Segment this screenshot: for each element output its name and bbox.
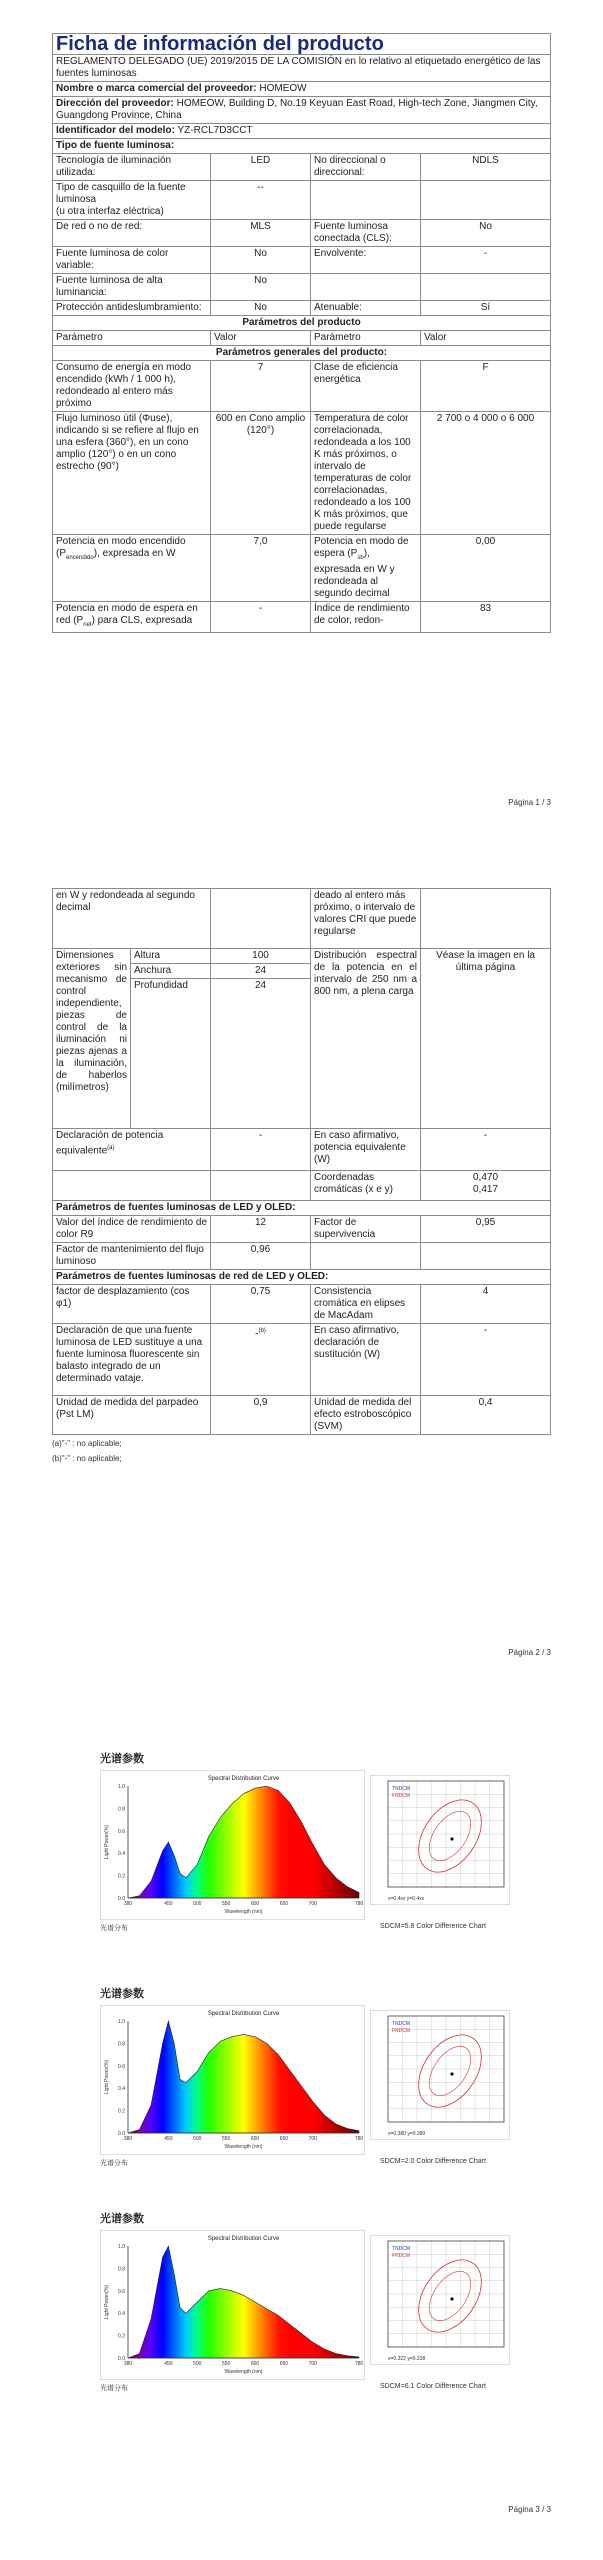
spectrum-heading: 光谱参数: [100, 1752, 144, 1765]
y-tick-label: 0.6: [118, 2063, 125, 2070]
fluor-replace-l2: En caso afirmativo, declaración de sustitución (W): [311, 1324, 421, 1396]
y-tick-label: 0.8: [118, 2266, 125, 2273]
y-tick-label: 0.4: [118, 2311, 125, 2318]
source-type-v1: No: [211, 247, 311, 274]
equiv-power-label: Declaración de potencia equivalente$^{(a)}$: [53, 1129, 211, 1171]
spectrum-heading: 光谱参数: [100, 2212, 144, 2225]
chart-title: Spectral Distribution Curve: [207, 2236, 280, 2242]
source-type-l1: Protección antideslumbramiento:: [53, 301, 211, 316]
source-type-l2: Atenuable:: [311, 301, 421, 316]
regulation-text: REGLAMENTO DELEGADO (UE) 2019/2015 DE LA COMISIÓN en lo relativo al etiquetado energético de las fuentes luminosas: [53, 55, 551, 82]
dim-height-value: 100: [211, 949, 311, 964]
dim-height-label: Altura: [131, 949, 211, 964]
coord-text: x=0.322 y=0.338: [388, 2356, 426, 2362]
cri-value: 83: [421, 602, 551, 633]
color-diff-footer: SDCM=5.8 Color Difference Chart: [380, 1923, 486, 1930]
chart-title: Spectral Distribution Curve: [207, 2011, 280, 2017]
cct-value: 2 700 o 4 000 o 6 000: [421, 412, 551, 535]
measured-point: [450, 2072, 453, 2075]
source-type-v2: NDLS: [421, 154, 551, 181]
measured-point: [450, 1837, 453, 1840]
y-tick-label: 0.2: [118, 2108, 125, 2115]
supplier-row: [53, 82, 551, 97]
measured-point: [450, 2297, 453, 2300]
coord-text: x=0.380 y=0.380: [388, 2131, 426, 2137]
col-value-2: Valor: [421, 331, 551, 346]
color-difference-chart: [370, 2235, 510, 2365]
x-tick-label: 780: [354, 2136, 364, 2142]
model-value: YZ-RCL7D3CCT: [177, 125, 253, 136]
spectral-chart: [100, 2230, 365, 2380]
source-type-v1: LED: [211, 154, 311, 181]
equiv-power-v2: -: [421, 1129, 551, 1171]
fluor-replace-v2: -: [421, 1324, 551, 1396]
source-type-v2: -: [421, 247, 551, 274]
source-type-l1: De red o no de red:: [53, 220, 211, 247]
x-tick-label: 550: [222, 2361, 231, 2367]
page-2: [0, 880, 603, 1680]
source-type-l1: Fuente luminosa de alta luminancia:: [53, 274, 211, 301]
x-axis-label: Wavelength (nm): [224, 1909, 263, 1915]
equiv-power-value: -: [211, 1129, 311, 1171]
x-tick-label: 650: [279, 1901, 289, 1907]
x-tick-label: 650: [279, 2361, 289, 2367]
source-type-v2: Sí: [421, 301, 551, 316]
y-tick-label: 1.0: [118, 2244, 125, 2250]
y-tick-label: 1.0: [118, 1784, 125, 1790]
x-tick-label: 450: [164, 2136, 173, 2142]
displacement-label: factor de desplazamiento (cos φ1): [53, 1285, 211, 1324]
source-type-l2: [311, 181, 421, 220]
color-difference-chart: [370, 2010, 510, 2140]
model-row: [53, 124, 551, 139]
empty-cell: [53, 1171, 211, 1201]
y-tick-label: 0.6: [118, 1828, 125, 1835]
standby-power-value: 0,00: [421, 535, 551, 602]
chroma-value: 0,470 0,417: [421, 1171, 551, 1201]
pst-label: Unidad de medida del parpadeo (Pst LM): [53, 1396, 211, 1435]
col-param-2: Parámetro: [311, 331, 421, 346]
pst-value: 0,9: [211, 1396, 311, 1435]
source-type-l2: Fuente luminosa conectada (CLS):: [311, 220, 421, 247]
displacement-value: 0,75: [211, 1285, 311, 1324]
product-info-table-p1: [52, 33, 551, 633]
y-tick-label: 0.4: [118, 1851, 125, 1858]
dim-width-value: 24: [211, 964, 311, 979]
cri-label-cont: deado al entero más próximo, o intervalo de valores CRI que puede regularse: [311, 889, 421, 949]
mains-header: Parámetros de fuentes luminosas de red de LED y OLED:: [53, 1270, 551, 1285]
page-number-3: Página 3 / 3: [508, 2505, 551, 2514]
footnote-a: (a)"-" : no aplicable;: [52, 1439, 122, 1448]
source-type-v2: [421, 181, 551, 220]
supplier-value: HOMEOW: [259, 83, 307, 94]
energy-consumption-label: Consumo de energía en modo encendido (kWh / 1 000 h), redondeado al entero más próximo: [53, 361, 211, 412]
page-title: Ficha de información del producto: [53, 34, 551, 55]
y-tick-label: 0.6: [118, 2288, 125, 2295]
source-type-v1: No: [211, 274, 311, 301]
y-tick-label: 0.0: [118, 2356, 125, 2362]
x-tick-label: 780: [354, 1901, 364, 1907]
x-tick-label: 600: [250, 1901, 260, 1907]
lumen-maint-value: 0,96: [211, 1243, 311, 1270]
page-number-2: Página 2 / 3: [508, 1648, 551, 1657]
on-mode-power-label: Potencia en modo encendido $(P_{encendido})$, expresada en W: [53, 535, 211, 602]
empty-cell: [421, 889, 551, 949]
x-axis-label: Wavelength (nm): [224, 2369, 263, 2375]
source-type-l2: No direccional o direccional:: [311, 154, 421, 181]
x-tick-label: 550: [222, 2136, 231, 2142]
source-type-row: [53, 274, 551, 301]
source-type-l1: Tipo de casquillo de la fuente luminosa (u otra interfaz eléctrica): [53, 181, 211, 220]
x-tick-label: 700: [308, 1901, 317, 1907]
x-tick-label: 450: [164, 2361, 173, 2367]
dim-depth-value: 24: [211, 979, 311, 1129]
network-standby-label: Potencia en modo de espera en red $(P_{net})$ para CLS, expresada: [53, 602, 211, 633]
cri-label: Índice de rendimiento de color, redon-: [311, 602, 421, 633]
y-tick-label: 0.0: [118, 2131, 125, 2137]
page-3: [0, 1720, 603, 2560]
source-type-l1: Fuente luminosa de color variable:: [53, 247, 211, 274]
x-tick-label: 550: [222, 1901, 231, 1907]
x-tick-label: 380: [123, 2361, 133, 2367]
y-tick-label: 0.2: [118, 1873, 125, 1880]
general-params-header: Parámetros generales del producto:: [53, 346, 551, 361]
macadam-value: 4: [421, 1285, 551, 1324]
energy-class-label: Clase de eficiencia energética: [311, 361, 421, 412]
page-1: [0, 0, 603, 820]
page-number-1: Página 1 / 3: [508, 798, 551, 807]
spectral-chart: [100, 1770, 365, 1920]
x-tick-label: 700: [308, 2361, 317, 2367]
color-diff-footer: SDCM=6.1 Color Difference Chart: [380, 2383, 486, 2390]
source-type-row: [53, 247, 551, 274]
spectral-chart: [100, 2005, 365, 2155]
spectrum-footer-left: 光谱分布: [100, 2159, 128, 2167]
dimensions-label: Dimensiones exteriores sin mecanismo de control independiente, piezas de control de la iluminación ni piezas ajenas a la iluminación, de haberlos (milímetros): [53, 949, 131, 1129]
y-tick-label: 0.2: [118, 2333, 125, 2340]
col-param-1: Parámetro: [53, 331, 211, 346]
svm-label: Unidad de medida del efecto estroboscópico (SVM): [311, 1396, 421, 1435]
y-axis-label: Light Power(%): [104, 2284, 110, 2320]
model-label: Identificador del modelo:: [56, 125, 175, 136]
equiv-power-l2: En caso afirmativo, potencia equivalente (W): [311, 1129, 421, 1171]
source-type-row: [53, 154, 551, 181]
source-type-v2: [421, 274, 551, 301]
x-tick-label: 700: [308, 2136, 317, 2142]
r9-value: 12: [211, 1216, 311, 1243]
empty-cell: [211, 1171, 311, 1201]
source-type-header: Tipo de fuente luminosa:: [53, 139, 551, 154]
survival-label: Factor de supervivencia: [311, 1216, 421, 1243]
cct-label: Temperatura de color correlacionada, redondeada a los 100 K más próximos, o intervalo de temperaturas de color correlacionadas, redondeado a los 100 K más próximos, que puede regularse: [311, 412, 421, 535]
y-axis-label: Light Power(%): [104, 2059, 110, 2095]
legend-label-2: FNDCM: [392, 1793, 411, 1799]
survival-value: 0,95: [421, 1216, 551, 1243]
dim-width-label: Anchura: [131, 964, 211, 979]
fluor-replace-label: Declaración de que una fuente luminosa de LED sustituye a una fuente luminosa fluorescente sin balasto integrado de un determinado vataje.: [53, 1324, 211, 1396]
x-axis-label: Wavelength (nm): [224, 2144, 263, 2150]
fluor-replace-value: -$^{(b)}$: [211, 1324, 311, 1396]
source-type-l2: [311, 274, 421, 301]
source-type-l1: Tecnología de iluminación utilizada:: [53, 154, 211, 181]
spectrum-footer-left: 光谱分布: [100, 1924, 128, 1932]
x-tick-label: 380: [123, 1901, 133, 1907]
empty-cell: [311, 1243, 421, 1270]
source-type-v1: --: [211, 181, 311, 220]
network-standby-value: -: [211, 602, 311, 633]
spectrum-heading: 光谱参数: [100, 1987, 144, 2000]
legend-label-1: TNDCM: [392, 1786, 411, 1792]
on-mode-power-value: 7,0: [211, 535, 311, 602]
luminous-flux-value: 600 en Cono amplio (120°): [211, 412, 311, 535]
source-type-v1: No: [211, 301, 311, 316]
y-axis-label: Light Power(%): [104, 1824, 110, 1860]
legend-label-2: FNDCM: [392, 2253, 411, 2259]
color-diff-footer: SDCM=2.0 Color Difference Chart: [380, 2158, 486, 2165]
empty-cell: [421, 1243, 551, 1270]
source-type-row: [53, 301, 551, 316]
source-type-l2: Envolvente:: [311, 247, 421, 274]
x-tick-label: 500: [193, 2361, 202, 2367]
x-tick-label: 380: [123, 2136, 133, 2142]
supplier-label: Nombre o marca comercial del proveedor:: [56, 83, 257, 94]
energy-class-value: F: [421, 361, 551, 412]
network-standby-cont: en W y redondeada al segundo decimal: [53, 889, 211, 949]
x-tick-label: 500: [193, 1901, 202, 1907]
standby-power-label: Potencia en modo de espera $(P_{sb})$, expresada en W y redondeada al segundo decimal: [311, 535, 421, 602]
col-value-1: Valor: [211, 331, 311, 346]
product-info-table-p2: [52, 888, 551, 1435]
chart-title: Spectral Distribution Curve: [207, 1776, 280, 1782]
empty-cell: [211, 889, 311, 949]
dim-depth-label: Profundidad: [131, 979, 211, 1129]
y-tick-label: 0.8: [118, 1806, 125, 1813]
luminous-flux-label: Flujo luminoso útil (Φuse), indicando si se refiere al flujo en una esfera (360°), en un cono amplio (120°) o en un cono estrecho (90°): [53, 412, 211, 535]
legend-label-1: TNDCM: [392, 2246, 411, 2252]
chroma-label: Coordenadas cromáticas (x e y): [311, 1171, 421, 1201]
legend-label-2: FNDCM: [392, 2028, 411, 2034]
y-tick-label: 1.0: [118, 2019, 125, 2025]
y-tick-label: 0.0: [118, 1896, 125, 1902]
address-label: Dirección del proveedor:: [56, 98, 174, 109]
footnote-b: (b)"-" : no aplicable;: [52, 1454, 122, 1463]
address-row: [53, 97, 551, 124]
source-type-v1: MLS: [211, 220, 311, 247]
color-difference-chart: [370, 1775, 510, 1905]
legend-label-1: TNDCM: [392, 2021, 411, 2027]
x-tick-label: 600: [250, 2136, 260, 2142]
led-oled-header: Parámetros de fuentes luminosas de LED y OLED:: [53, 1201, 551, 1216]
address-value: HOMEOW, Building D, No.19 Keyuan East Road, High-tech Zone, Jiangmen City, Guangdong Province, China: [56, 98, 538, 121]
y-tick-label: 0.8: [118, 2041, 125, 2048]
spd-value: Véase la imagen en la última página: [421, 949, 551, 1129]
source-type-v2: No: [421, 220, 551, 247]
coord-text: x=0.4xx y=0.4xx: [388, 1896, 425, 1902]
x-tick-label: 500: [193, 2136, 202, 2142]
spectrum-footer-left: 光谱分布: [100, 2384, 128, 2392]
lumen-maint-label: Factor de mantenimiento del flujo luminoso: [53, 1243, 211, 1270]
r9-label: Valor del índice de rendimiento de color R9: [53, 1216, 211, 1243]
x-tick-label: 650: [279, 2136, 289, 2142]
source-type-row: [53, 220, 551, 247]
x-tick-label: 780: [354, 2361, 364, 2367]
source-type-row: [53, 181, 551, 220]
svm-value: 0,4: [421, 1396, 551, 1435]
macadam-label: Consistencia cromática en elipses de MacAdam: [311, 1285, 421, 1324]
product-params-header: Parámetros del producto: [53, 316, 551, 331]
x-tick-label: 600: [250, 2361, 260, 2367]
energy-consumption-value: 7: [211, 361, 311, 412]
spd-label: Distribución espectral de la potencia en el intervalo de 250 nm a 800 nm, a plena carga: [311, 949, 421, 1129]
x-tick-label: 450: [164, 1901, 173, 1907]
y-tick-label: 0.4: [118, 2086, 125, 2093]
